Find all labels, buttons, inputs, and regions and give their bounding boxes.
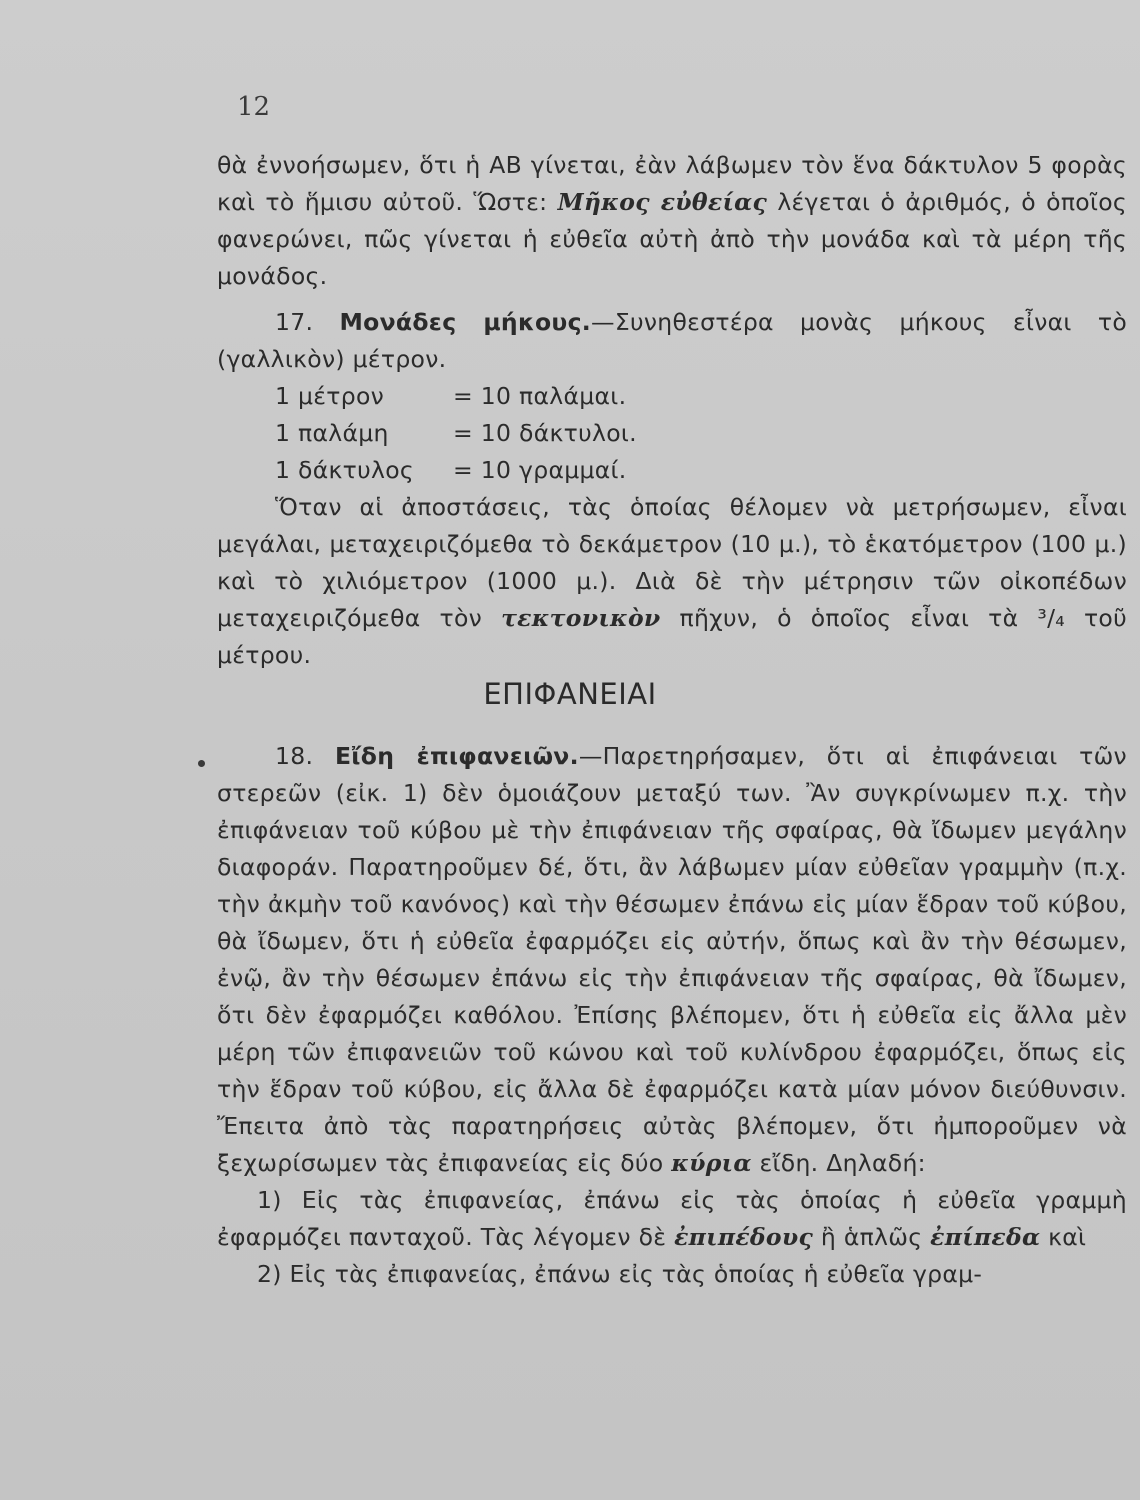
paragraph-text: Ὅταν αἱ ἀποστάσεις, τὰς ὁποίας θέλομεν νὰ μετρήσωμεν, εἶναι μεγάλαι, μεταχειριζόμεθα τὸ δεκάμετρον (10 μ.), τὸ ἑκατόμετρον (100 μ.) καὶ τὸ χιλιόμετρον (1000 μ.). Διὰ δὲ τὴν μέτρησιν τῶν οἰκοπέδων μεταχειριζόμεθα τὸν — [217, 493, 1127, 632]
section-text: —Παρετηρήσαμεν, ὅτι αἱ ἐπιφάνειαι τῶν στερεῶν (εἰκ. 1) δὲν ὁμοιάζουν μεταξύ των. Ἂν συγκρίνωμεν π.χ. τὴν ἐπιφάνειαν τοῦ κύβου μὲ τὴν ἐπιφάνειαν τῆς σφαίρας, θὰ ἴδωμεν μεγάλην διαφοράν. Παρατηροῦμεν δέ, ὅτι, ἂν λάβωμεν μίαν εὐθεῖαν γραμμὴν (π.χ. τὴν ἀκμὴν τοῦ κανόνος) καὶ τὴν θέσωμεν ἐπάνω εἰς μίαν ἕδραν τοῦ κύβου, θὰ ἴδωμεν, ὅτι ἡ εὐθεῖα ἐφαρμόζει εἰς αὐτήν, ὅπως καὶ ἂν τὴν θέσωμεν, ἐνῷ, ἂν τὴν θέσωμεν ἐπάνω εἰς τὴν ἐπιφάνειαν τῆς σφαίρας, θὰ ἴδωμεν, ὅτι δὲν ἐφαρμόζει καθόλου. Ἐπίσης βλέπομεν, ὅτι ἡ εὐθεῖα εἰς ἄλλα μὲν μέρη τῶν ἐπιφανειῶν τοῦ κώνου καὶ τοῦ κυλίνδρου ἐφαρμόζει, ὅπως εἰς τὴν ἕδραν τοῦ κύβου, εἰς ἄλλα δὲ ἐφαρμόζει κατὰ μίαν μόνον διεύθυνσιν. Ἔπειτα ἀπὸ τὰς παρατηρήσεις αὐτὰς βλέπομεν, ὅτι ἠμποροῦμεν νὰ ξεχωρίσωμεν τὰς ἐπιφανείας εἰς δύο — [217, 742, 1127, 1177]
paragraph-text: πῆχυν, ὁ ὁποῖος εἶναι τὰ ³/₄ τοῦ μέτρου. — [217, 604, 1127, 669]
section-title: Μονάδες μήκους. — [339, 308, 592, 336]
unit-name: 1 μέτρον — [275, 382, 385, 410]
margin-dot — [198, 760, 205, 767]
page-number: 12 — [237, 92, 271, 122]
term-epipeda: ἐπίπεδα — [930, 1223, 1041, 1251]
unit-name: 1 παλάμη — [275, 419, 389, 447]
section-text: —Συνηθεστέρα μονὰς μήκους εἶναι τὸ (γαλλικὸν) μέτρον. — [217, 308, 1127, 373]
unit-value: = 10 δάκτυλοι. — [453, 419, 637, 447]
unit-row — [275, 378, 1127, 415]
list-item-text: 1) Εἰς τὰς ἐπιφανείας, ἐπάνω εἰς τὰς ὁποίας ἡ εὐθεῖα γραμμὴ ἐφαρμόζει πανταχοῦ. Τὰς λέγομεν δὲ — [217, 1186, 1127, 1251]
section-number: 17. — [275, 308, 314, 336]
section-text: εἴδη. Δηλαδή: — [759, 1149, 926, 1177]
paragraph-text: θὰ ἐννοήσωμεν, ὅτι ἡ ΑΒ γίνεται, ἐὰν λάβωμεν τὸν ἕνα δάκτυλον 5 φορὰς καὶ τὸ ἥμισυ αὐτοῦ. Ὥστε: — [217, 151, 1127, 216]
unit-value: = 10 παλάμαι. — [453, 382, 627, 410]
unit-name: 1 δάκτυλος — [275, 456, 414, 484]
section-18 — [217, 738, 1127, 1293]
unit-row — [275, 452, 1127, 489]
term-epipedous: ἐπιπέδους — [674, 1223, 814, 1251]
term-line-length: Μῆκος εὐθείας — [557, 188, 768, 216]
paragraph-length-definition — [217, 147, 1127, 295]
unit-row — [275, 415, 1127, 452]
list-item-text: καὶ — [1048, 1223, 1087, 1251]
unit-value: = 10 γραμμαί. — [453, 456, 627, 484]
list-item-text: ἢ ἁπλῶς — [820, 1223, 923, 1251]
term-tektonikon: τεκτονικὸν — [501, 604, 661, 632]
list-item-1 — [217, 1182, 1127, 1256]
chapter-heading: ΕΠΙΦΑΝΕΙΑΙ — [483, 677, 657, 711]
section-17 — [217, 304, 1127, 674]
list-item-text: 2) Εἰς τὰς ἐπιφανείας, ἐπάνω εἰς τὰς ὁποίας ἡ εὐθεῖα γραμ- — [257, 1260, 983, 1288]
section-title: Εἴδη ἐπιφανειῶν. — [334, 742, 579, 770]
list-item-2 — [217, 1256, 1127, 1293]
term-kyria: κύρια — [671, 1149, 752, 1177]
section-number: 18. — [275, 742, 314, 770]
paragraph-text: λέγεται ὁ ἀριθμός, ὁ ὁποῖος φανερώνει, πῶς γίνεται ἡ εὐθεῖα αὐτὴ ἀπὸ τὴν μονάδα καὶ τὰ μέρη τῆς μονάδος. — [217, 188, 1127, 290]
unit-table — [217, 378, 1127, 489]
